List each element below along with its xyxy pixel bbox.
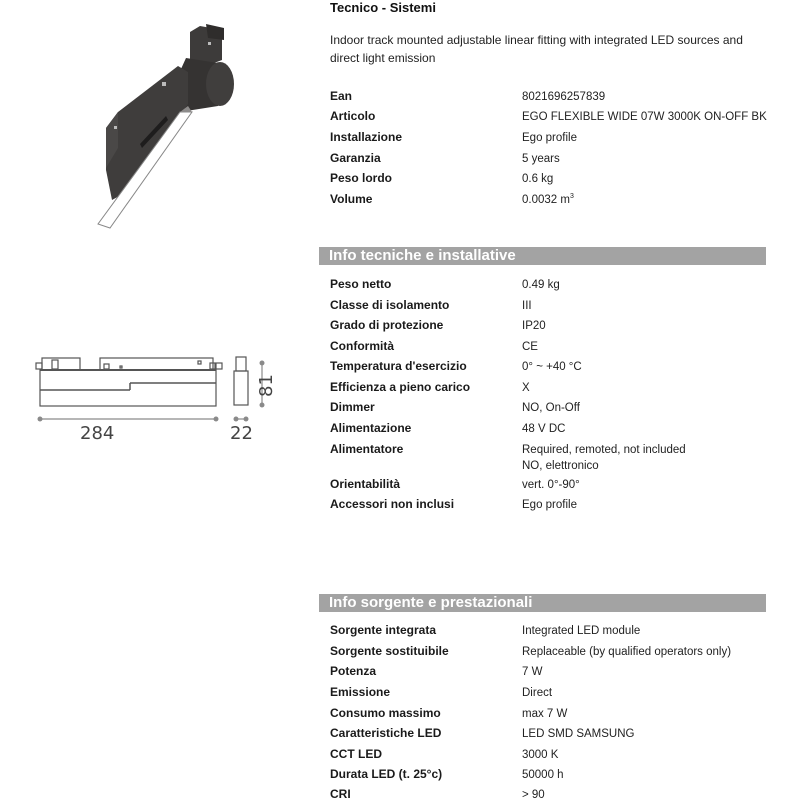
dimension-length: 284 (80, 423, 115, 444)
spec-row-installazione (330, 130, 770, 150)
spec-row-ean (330, 89, 770, 109)
spec-row (330, 477, 770, 497)
spec-row (330, 380, 770, 400)
spec-label: Articolo (330, 109, 376, 123)
spec-row (330, 400, 770, 420)
spec-row-articolo (330, 109, 770, 129)
product-description: Indoor track mounted adjustable linear fitting with integrated LED sources and direct light emission (330, 33, 743, 65)
spec-label: Alimentazione (330, 421, 412, 435)
spec-row (330, 664, 770, 684)
spec-value: 0° ~ +40 °C (522, 361, 582, 373)
spec-row (330, 644, 770, 664)
spec-value: 7 W (522, 666, 543, 678)
spec-row (330, 421, 770, 441)
section-title: Info sorgente e prestazionali (329, 594, 533, 611)
spec-row (330, 277, 770, 297)
spec-label: CRI (330, 787, 351, 800)
spec-label: Peso lordo (330, 171, 393, 185)
spec-label: Peso netto (330, 277, 392, 291)
dimension-height: 81 (255, 374, 277, 397)
spec-value: X (522, 382, 530, 394)
section-header-tecniche (319, 247, 766, 265)
spec-value: max 7 W (522, 708, 568, 720)
spec-value (522, 194, 574, 206)
spec-row-volume (330, 192, 770, 212)
spec-label: Sorgente sostituibile (330, 644, 449, 658)
spec-row-garanzia (330, 151, 770, 171)
spec-label: Conformità (330, 339, 394, 353)
spec-label: CCT LED (330, 747, 382, 761)
spec-label: Ean (330, 89, 353, 103)
spec-row (330, 706, 770, 726)
spec-label: Potenza (330, 664, 377, 678)
spec-value: Ego profile (522, 499, 577, 511)
spec-value: LED SMD SAMSUNG (522, 728, 635, 740)
spec-row (330, 787, 770, 800)
spec-value: Required, remoted, not included (522, 444, 686, 456)
spec-label: Efficienza a pieno carico (330, 380, 471, 394)
spec-label: Dimmer (330, 400, 375, 414)
spec-label: Durata LED (t. 25°c) (330, 767, 443, 781)
spec-label: Installazione (330, 130, 403, 144)
spec-value: Integrated LED module (522, 625, 641, 637)
spec-label: Caratteristiche LED (330, 726, 442, 740)
spec-value: 5 years (522, 153, 560, 165)
spec-value: Ego profile (522, 132, 577, 144)
spec-value-secondary: NO, elettronico (522, 460, 599, 472)
spec-value: 0.49 kg (522, 279, 560, 291)
spec-value: > 90 (522, 789, 545, 800)
spec-row-peso-lordo (330, 171, 770, 191)
spec-label: Temperatura d'esercizio (330, 359, 467, 373)
page-title: Tecnico - Sistemi (330, 0, 436, 15)
volume-value: 0.0032 m (522, 194, 570, 206)
spec-label: Classe di isolamento (330, 298, 450, 312)
spec-label: Volume (330, 192, 373, 206)
spec-value: CE (522, 341, 538, 353)
spec-row (330, 747, 770, 767)
spec-label: Orientabilità (330, 477, 401, 491)
spec-label: Garanzia (330, 151, 381, 165)
spec-row (330, 767, 770, 787)
spec-value: Replaceable (by qualified operators only) (522, 646, 732, 658)
spec-value: IP20 (522, 320, 546, 332)
spec-row (330, 685, 770, 705)
spec-row (330, 318, 770, 338)
dimension-width: 22 (230, 423, 253, 444)
spec-value: III (522, 300, 532, 312)
spec-value: Direct (522, 687, 553, 699)
spec-row (330, 623, 770, 643)
spec-label: Accessori non inclusi (330, 497, 455, 511)
spec-row (330, 497, 770, 517)
spec-label: Emissione (330, 685, 391, 699)
spec-value: NO, On-Off (522, 402, 580, 414)
spec-row (330, 726, 770, 746)
spec-row (330, 442, 770, 478)
section-title: Info tecniche e installative (329, 247, 516, 264)
volume-unit-exponent: 3 (569, 193, 574, 200)
spec-value: 8021696257839 (522, 91, 606, 103)
spec-value: 0.6 kg (522, 173, 554, 185)
product-image (80, 20, 240, 235)
spec-row (330, 359, 770, 379)
spec-value: 48 V DC (522, 423, 566, 435)
section-header-sorgente (319, 594, 766, 612)
spec-label: Consumo massimo (330, 706, 441, 720)
spec-value: vert. 0°-90° (522, 479, 580, 491)
spec-label: Alimentatore (330, 442, 404, 456)
spec-label: Grado di protezione (330, 318, 444, 332)
spec-value: EGO FLEXIBLE WIDE 07W 3000K ON-OFF BK (522, 111, 767, 123)
spec-label: Sorgente integrata (330, 623, 437, 637)
spec-value: 50000 h (522, 769, 564, 781)
spec-row (330, 298, 770, 318)
spec-row (330, 339, 770, 359)
spec-value: 3000 K (522, 749, 559, 761)
